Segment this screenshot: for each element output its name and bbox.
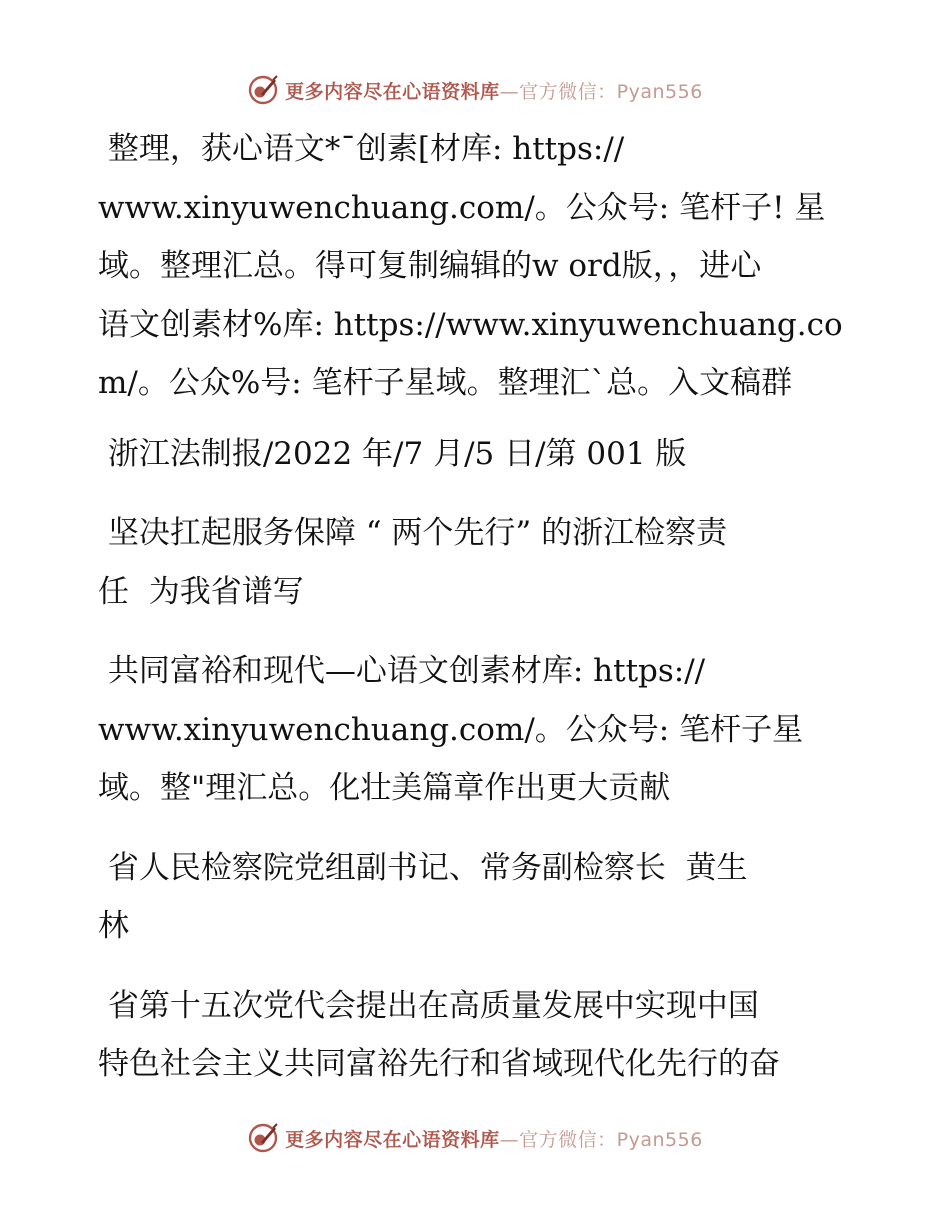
paragraph-intro [98, 120, 858, 413]
text-line: 域。整理汇总。得可复制编辑的w ord版，，进心 [98, 248, 762, 284]
text-line: 域。整"理汇总。化壮美篇章作出更大贡献 [98, 770, 671, 806]
watermark-text [285, 1125, 703, 1152]
text-line: 整理，获心语文*¯创素[材库: https:// [98, 131, 625, 167]
watermark-text [285, 77, 703, 104]
paragraph-headline [98, 504, 858, 621]
text-line: 任 为我省谱写 [98, 573, 304, 610]
paragraph-headline-cont [98, 642, 858, 818]
text-line: 浙江法制报/2022 年/7 月/5 日/第 001 版 [98, 435, 687, 472]
text-line: www.xinyuwenchuang.com/。公众号: 笔杆子星 [98, 711, 804, 748]
text-line: 坚决扛起服务保障 “ 两个先行” 的浙江检察责 [98, 515, 728, 551]
watermark-main: 更多内容尽在心语资料库 [285, 80, 500, 103]
header-watermark [0, 74, 950, 106]
text-line: 共同富裕和现代—心语文创素材库: https:// [98, 653, 706, 689]
document-body [98, 120, 858, 1094]
text-line: www.xinyuwenchuang.com/。公众号: 笔杆子! 星 [98, 189, 826, 226]
text-line: 省人民检察院党组副书记、常务副检察长 黄生 [98, 849, 748, 886]
watermark-contact: —官方微信：Pyan556 [499, 80, 703, 103]
text-line: m/。公众%号: 笔杆子星域。整理汇ˋ总。入文稿群 [98, 365, 793, 401]
footer-watermark [0, 1122, 950, 1154]
watermark-main: 更多内容尽在心语资料库 [285, 1128, 500, 1151]
paragraph-body [98, 977, 858, 1094]
text-line: 语文创素材%库: https://www.xinyuwenchuang.co [98, 306, 843, 343]
text-line: 林 [98, 908, 129, 944]
text-line: 特色社会主义共同富裕先行和省域现代化先行的奋 [98, 1046, 780, 1082]
paragraph-author [98, 839, 858, 956]
feather-pen-circle-icon [247, 74, 279, 106]
text-line: 省第十五次党代会提出在高质量发展中实现中国 [98, 987, 759, 1024]
feather-pen-circle-icon [247, 1122, 279, 1154]
paragraph-source [98, 425, 858, 484]
watermark-contact: —官方微信：Pyan556 [499, 1128, 703, 1151]
